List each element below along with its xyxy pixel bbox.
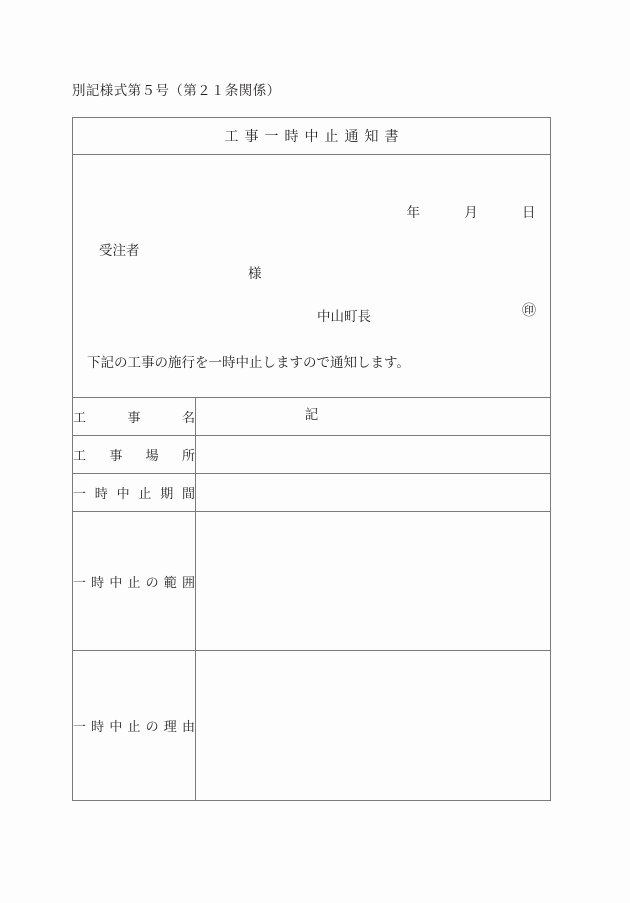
label-char: 中 [109, 574, 123, 590]
label-char: 止 [127, 719, 141, 734]
label-char: 時 [91, 719, 105, 734]
body-sentence: 下記の工事の施行を一時中止しますので通知します。 [87, 355, 410, 370]
date-year-label: 年 [406, 205, 421, 220]
row-label-construction-location [73, 436, 196, 474]
label-char: 一 [73, 719, 87, 734]
row-label-suspension-scope [73, 512, 196, 651]
row-label-suspension-period [73, 474, 196, 512]
recipient-label: 受注者 [99, 243, 140, 258]
label-chars [73, 483, 195, 502]
label-char: の [145, 574, 159, 590]
table-row [73, 474, 551, 512]
recipient-honorific: 様 [248, 266, 262, 281]
label-char: 場 [145, 448, 159, 463]
title-row [73, 118, 551, 155]
label-char: 止 [138, 486, 152, 501]
label-char: 由 [181, 719, 195, 734]
label-char: 工 [73, 410, 87, 425]
row-value-suspension-reason[interactable] [196, 651, 551, 801]
row-value-construction-location[interactable] [196, 436, 551, 474]
label-char: 止 [127, 574, 141, 590]
letter-body-row [73, 155, 551, 398]
row-value-suspension-scope[interactable] [196, 512, 551, 651]
label-char: 期 [160, 486, 174, 501]
table-row [73, 512, 551, 651]
label-char: 範 [163, 574, 177, 590]
label-char: 時 [91, 574, 105, 590]
seal-icon: ㊞ [522, 303, 536, 319]
label-char: の [145, 719, 159, 734]
label-char: 一 [73, 574, 87, 590]
form-number-label: 別記様式第５号（第２１条関係） [72, 83, 281, 98]
table-row [73, 436, 551, 474]
label-char: 中 [116, 486, 130, 501]
label-char: 工 [73, 448, 87, 463]
document-title: 工事一時中止通知書 [73, 118, 551, 155]
ki-mark: 記 [304, 407, 319, 422]
row-value-suspension-period[interactable] [196, 474, 551, 512]
label-chars [73, 572, 195, 591]
table-row [73, 651, 551, 801]
date-day-label: 日 [522, 205, 536, 220]
label-char: 一 [73, 486, 87, 501]
label-char: 事 [127, 410, 141, 425]
label-char: 間 [181, 486, 195, 501]
label-chars [73, 445, 195, 464]
issuer-name: 中山町長 [317, 309, 371, 324]
letter-body-cell [73, 155, 551, 422]
label-char: 名 [181, 410, 195, 425]
label-char: 中 [109, 719, 123, 734]
label-char: 事 [109, 448, 123, 463]
label-char: 理 [163, 719, 177, 734]
row-label-suspension-reason [73, 651, 196, 801]
date-month-label: 月 [464, 205, 479, 220]
label-char: 囲 [181, 574, 195, 590]
date-line [407, 201, 537, 221]
label-chars [73, 716, 195, 735]
label-char: 所 [181, 448, 195, 463]
label-char: 時 [94, 486, 108, 501]
notice-form-table [72, 117, 551, 801]
